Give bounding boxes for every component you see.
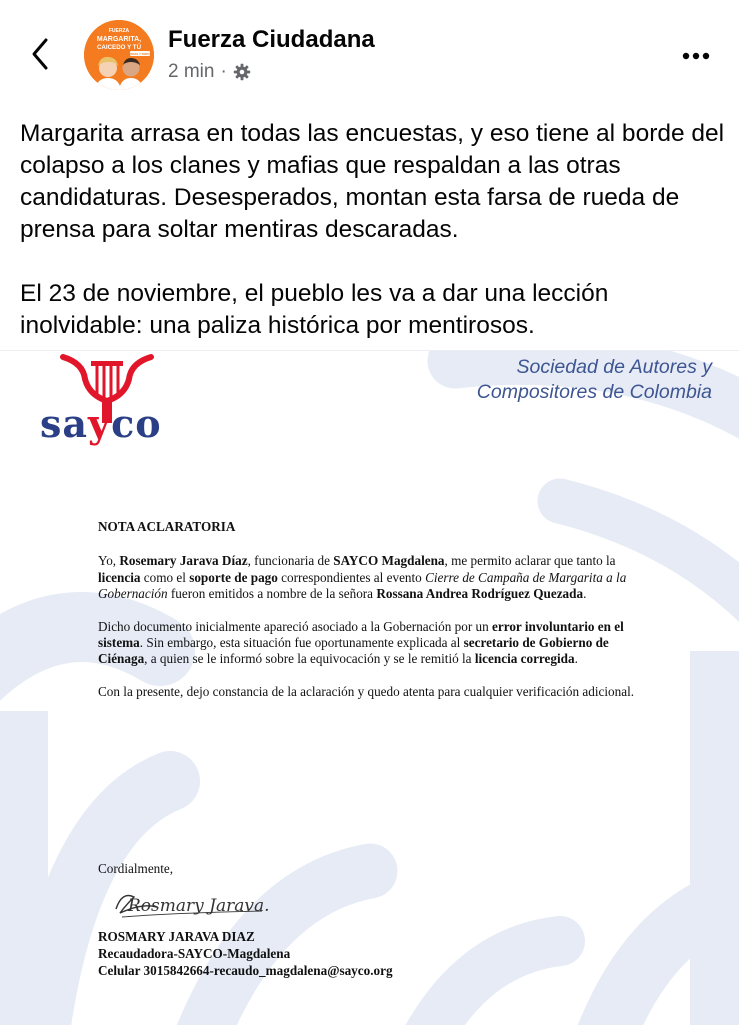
text: , me permito aclarar que tanto la [444,553,616,569]
text-bold: licencia [98,569,141,585]
text: fueron emitidos a nombre de la señora [167,586,377,602]
text: correspondientes al evento [277,569,426,585]
post-time[interactable]: 2 min [168,61,215,82]
signature-block [98,928,393,979]
text: , a quien se le informó sobre la equivocación y se le remitió la [144,651,475,667]
post-paragraph-1: Margarita arrasa en todas las encuestas, y eso tiene al borde del colapso a los clanes y mafias que respaldan a las otras candidaturas. Desesperados, montan esta farsa de rueda de prensa para soltar mentiras descaradas. [20,120,725,243]
avatar-image [84,20,154,90]
post-meta [168,61,251,83]
text: Dicho documento inicialmente apareció asociado a la Gobernación por un [98,618,493,634]
more-horizontal-icon [676,48,716,64]
svg-text:FUERZA: FUERZA [108,28,130,34]
post-body [20,118,725,342]
handwritten-signature [112,883,272,925]
organization-name [477,355,712,405]
svg-text:MARGARITA,: MARGARITA, [96,36,142,43]
back-button[interactable] [26,36,56,72]
privacy-gear-icon [233,63,251,81]
text-bold: secretario de Gobierno de Ciénaga [98,635,609,667]
signer-role: Recaudadora-SAYCO-Magdalena [98,946,291,961]
chevron-left-icon [26,36,56,72]
text: . [583,586,587,602]
organization-name-line-2: Compositores de Colombia [476,381,712,403]
text: , funcionaria de [247,553,334,569]
text: como el [140,569,190,585]
organization-name-line-1: Sociedad de Autores y [516,356,712,378]
text-bold: soporte de pago [189,569,278,585]
sayco-wordmark-part1: sa [40,401,89,446]
text-italic: Cierre de Campaña de Margarita a la Gobernación [98,569,627,602]
letter-paragraph-2 [98,619,646,668]
text-bold: licencia corregida [474,651,575,667]
letter-closing: Cordialmente, [98,861,174,876]
signer-contact: Celular 3015842664-recaudo_magdalena@sayco.org [98,963,393,978]
text: . [574,651,578,667]
page-avatar[interactable] [84,20,154,90]
text: . Sin embargo, esta situación fue oportunamente explicada al [139,635,464,651]
svg-text:CAICEDO Y TÚ: CAICEDO Y TÚ [96,44,142,51]
svg-text:Rosmary Jarava.: Rosmary Jarava. [128,896,270,916]
text-bold: error involuntario en el sistema [98,618,624,651]
sayco-wordmark [40,401,162,446]
meta-separator: · [220,61,227,82]
letter-title: NOTA ACLARATORIA [98,519,236,534]
text-bold: Rossana Andrea Rodríguez Quezada [376,586,584,602]
svg-text:TODAS Y TODOS: TODAS Y TODOS [128,52,152,56]
text-bold: SAYCO Magdalena [333,553,445,569]
sayco-wordmark-part2: y [88,401,112,446]
post-attached-image[interactable] [0,350,739,1025]
text-bold: Rosemary Jarava Díaz [119,553,248,569]
page-name[interactable]: Fuerza Ciudadana [168,26,375,53]
letter-paragraph-1 [98,553,646,602]
more-options-button[interactable] [676,48,716,64]
text: Yo, [98,553,120,569]
letter-paragraph-3: Con la presente, dejo constancia de la aclaración y quedo atenta para cualquier verificación adicional. [98,683,635,699]
sayco-wordmark-part3: co [111,401,162,446]
signer-name: ROSMARY JARAVA DIAZ [98,929,255,944]
letter-body [98,519,646,716]
post-paragraph-2: El 23 de noviembre, el pueblo les va a dar una lección inolvidable: una paliza histórica por mentirosos. [20,280,609,339]
